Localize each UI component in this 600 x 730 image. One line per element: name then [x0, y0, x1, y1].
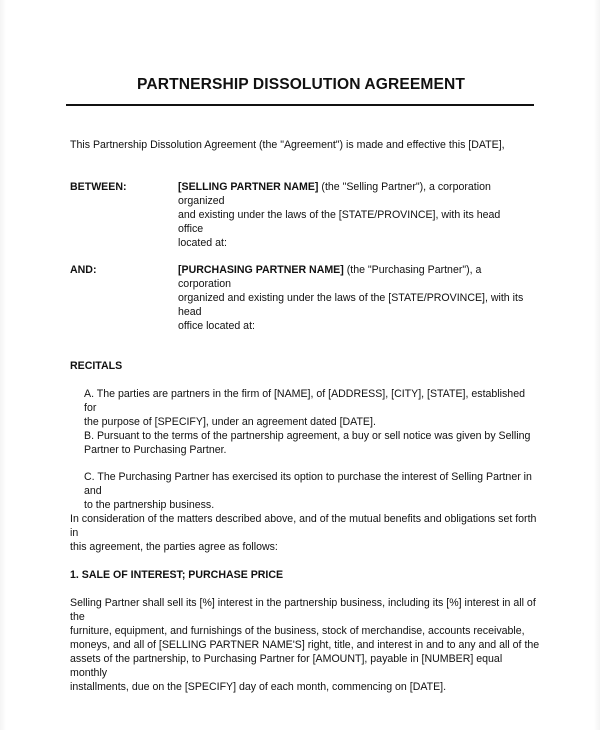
purchasing-party-block	[178, 263, 528, 333]
selling-party-text-1: (the "Selling Partner"), a corporation organized	[178, 181, 491, 207]
section-1-paragraph	[70, 596, 540, 694]
recital-c-line-2: to the partnership business.	[84, 499, 215, 511]
document-title: PARTNERSHIP DISSOLUTION AGREEMENT	[137, 76, 465, 93]
recital-a-line-2: the purpose of [SPECIFY], under an agreement dated [DATE].	[84, 416, 376, 428]
section-1-line-3: moneys, and all of [SELLING PARTNER NAME'S] right, title, and interest in and to any and all of the	[70, 639, 540, 651]
section-1-line-2: furniture, equipment, and furnishings of the business, stock of merchandise, accounts receivable,	[70, 625, 525, 637]
selling-party-block	[178, 180, 528, 250]
consideration-line-2: this agreement, the parties agree as follows:	[70, 541, 278, 553]
purchasing-party-line-3: office located at:	[178, 320, 255, 332]
section-1-heading: 1. SALE OF INTEREST; PURCHASE PRICE	[70, 569, 284, 581]
recital-b	[84, 429, 538, 457]
title-underline	[66, 104, 534, 106]
purchasing-party-line-1	[178, 263, 528, 291]
section-1-line-4: assets of the partnership, to Purchasing Partner for [AMOUNT], payable in [NUMBER] equal monthly	[70, 653, 503, 679]
recital-a-line-1: A. The parties are partners in the firm of [NAME], of [ADDRESS], [CITY], [STATE], established for	[84, 388, 525, 414]
section-1-line-5: installments, due on the [SPECIFY] day of each month, commencing on [DATE].	[70, 681, 447, 693]
purchasing-party-text-1: (the "Purchasing Partner"), a corporation	[178, 264, 482, 290]
recital-a	[84, 387, 538, 429]
selling-party-line-3: located at:	[178, 237, 227, 249]
recitals-heading: RECITALS	[70, 360, 123, 372]
intro-paragraph: This Partnership Dissolution Agreement (the "Agreement") is made and effective this [DATE],	[70, 139, 505, 151]
and-label: AND:	[70, 264, 97, 276]
selling-party-line-2: and existing under the laws of the [STATE/PROVINCE], with its head office	[178, 209, 501, 235]
purchasing-party-line-2: organized and existing under the laws of the [STATE/PROVINCE], with its head	[178, 292, 524, 318]
consideration-paragraph	[70, 512, 540, 554]
selling-party-name: [SELLING PARTNER NAME]	[178, 181, 319, 193]
between-label: BETWEEN:	[70, 181, 127, 193]
recital-b-line-1: B. Pursuant to the terms of the partnership agreement, a buy or sell notice was given by Selling	[84, 430, 531, 442]
consideration-line-1: In consideration of the matters described above, and of the mutual benefits and obligations set forth in	[70, 513, 537, 539]
section-1-line-1: Selling Partner shall sell its [%] interest in the partnership business, including its [%] interest in all of the	[70, 597, 536, 623]
recital-c	[84, 470, 538, 512]
recital-b-line-2: Partner to Purchasing Partner.	[84, 444, 227, 456]
recital-c-line-1: C. The Purchasing Partner has exercised its option to purchase the interest of Selling Partner in and	[84, 471, 532, 497]
purchasing-party-name: [PURCHASING PARTNER NAME]	[178, 264, 344, 276]
selling-party-line-1	[178, 180, 528, 208]
